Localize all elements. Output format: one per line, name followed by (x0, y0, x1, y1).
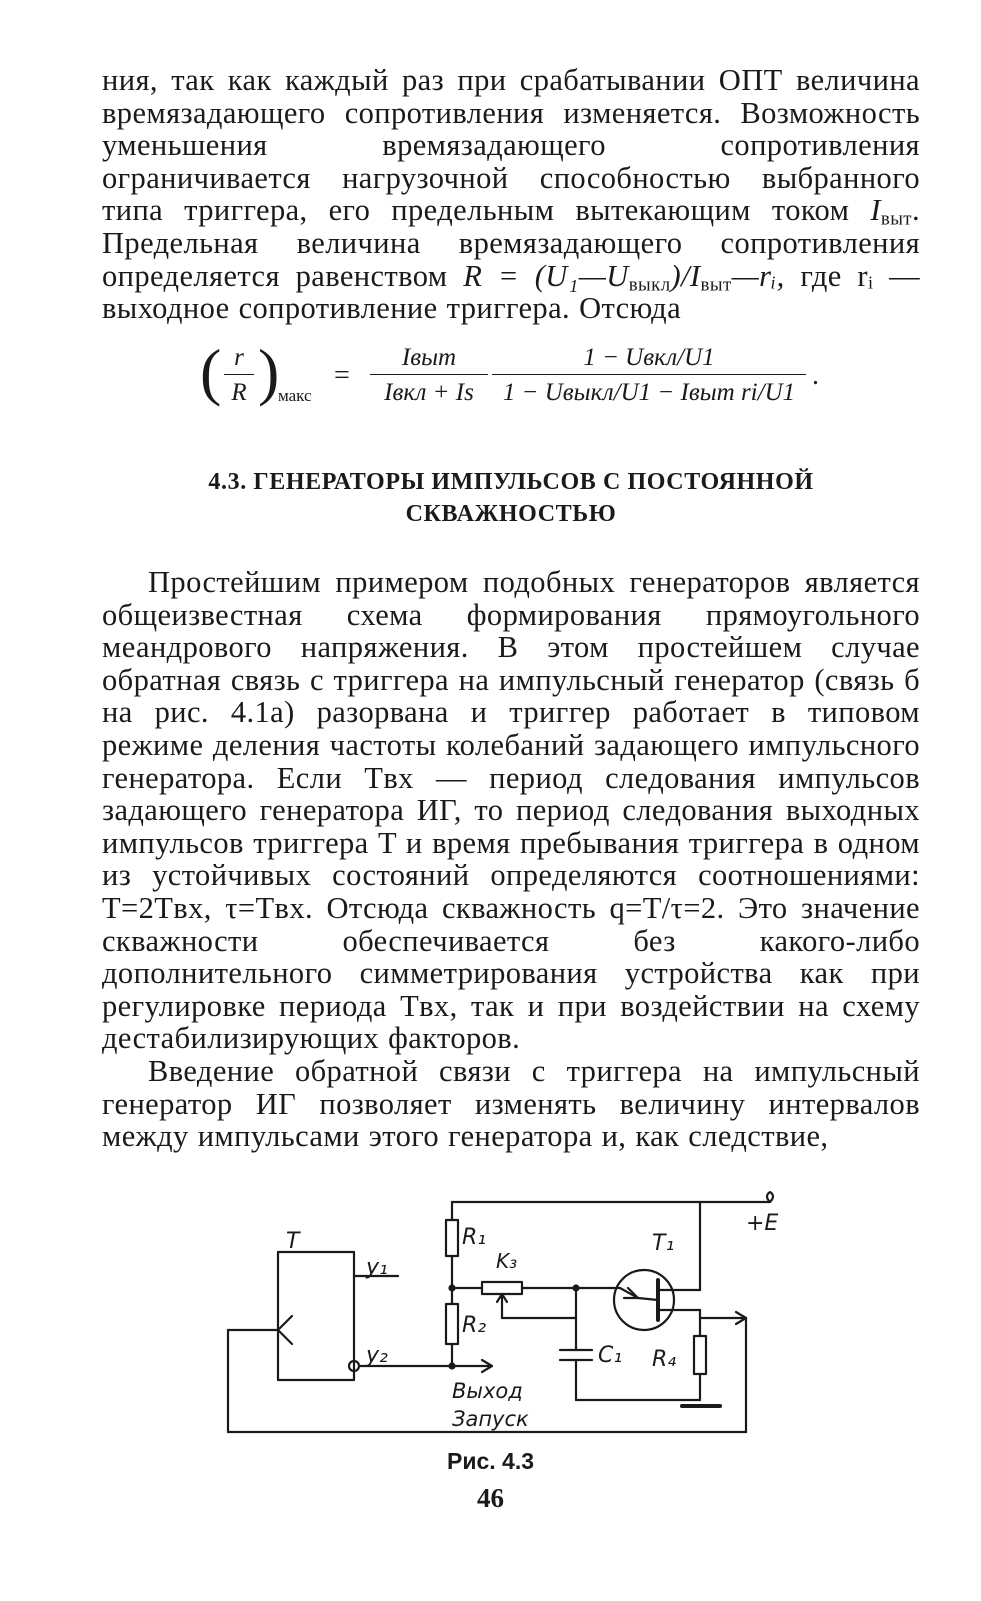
figure-caption: Рис. 4.3 (446, 1448, 535, 1474)
label-trigger: T (286, 1229, 300, 1254)
r1-resistor (446, 1220, 458, 1256)
intro-paragraph (102, 64, 920, 325)
fraction-1-numerator: Iвыт (370, 344, 488, 375)
circuit-diagram (220, 1188, 780, 1450)
formula-period: . (812, 360, 819, 391)
intro-symbol-i: I (870, 193, 881, 228)
paragraph-1: Простейшим примером подобных генераторов является общеизвестная схема формирования прямоугольного меандрового напряжения. В этом простейшем случае обратная связь с триггера на импульсный генератор (связь б на рис. 4.1а) разорвана и триггер работает в типовом режиме деления частоты колебаний задающего импульсного генератора. Если Tвх — период следования импульсов задающего генератора ИГ, то период следования выходных импульсов триггера T и время пребывания триггера в одном из устойчивых состояний определяются соотношениями: T=2Tвх, τ=Tвх. Отсюда скважность q=T/τ=2. Это значение скважности обеспечивается без какого-либо дополнительного симметрирования устройства как при регулировке периода Tвх, так и при воздействии на схему дестабилизирующих факторов. (102, 565, 920, 1056)
equation-sub-2: выт (700, 274, 732, 296)
equation-part-2: )/I (670, 258, 701, 293)
fraction-2-denominator: 1 − Uвыкл/U1 − Iвыт ri/U1 (502, 379, 796, 406)
label-output: Выход (452, 1379, 523, 1403)
intro-text-2: . Предельная величина времязадающего сопротивления определяется равенством (102, 193, 920, 293)
section-heading-line-2: СКВАЖНОСТЬЮ (405, 501, 617, 527)
lhs-denominator: R (231, 379, 247, 406)
r2-resistor (446, 1304, 458, 1344)
label-start: Запуск (452, 1407, 529, 1431)
circuit-figure (220, 1188, 780, 1468)
t1-channel (638, 1298, 658, 1300)
body-text (102, 566, 920, 1153)
intro-text-1: ния, так как каждый раз при срабатывании ОПТ величина времязадающего сопротивления изменяется. Возможность уменьшения времязадающего сопротивления ограничивается нагрузочной способностью выбранного типа триггера, его предельным вытекающим током (102, 63, 920, 228)
lhs-subscript: макс (278, 386, 312, 405)
k3-potentiometer (482, 1282, 522, 1294)
label-supply: +E (746, 1211, 779, 1236)
label-t1: T₁ (652, 1231, 675, 1256)
label-r1: R₁ (462, 1225, 487, 1250)
equation-part-3: —rᵢ, (731, 258, 785, 293)
paragraph-2: Введение обратной связи с триггера на импульсный генератор ИГ позволяет изменять величину интервалов между импульсами этого генератора и, как следствие, (102, 1053, 920, 1154)
equation-sub-1: выкл (628, 274, 671, 296)
display-formula: ( $\frac{r}{R}$ ) макс = Iвыт Iвкл + Is 1 − Uвкл/U1 1 − Uвыкл/U1 − Iвыт ri/U1 . (200, 336, 819, 407)
node-r2-output (450, 1364, 455, 1369)
intro-text-3: где rᵢ — выходное сопротивление триггера. Отсюда (102, 258, 920, 326)
fraction-1-denominator: Iвкл + Is (384, 379, 474, 406)
page-number: 46 (477, 1483, 504, 1513)
trigger-block (278, 1252, 354, 1380)
equation-part-1: R = (U₁—U (463, 258, 629, 293)
label-c1: C₁ (598, 1343, 623, 1368)
transistor-t1-body (614, 1270, 674, 1330)
section-heading-line-1: 4.3. ГЕНЕРАТОРЫ ИМПУЛЬСОВ С ПОСТОЯННОЙ (208, 469, 814, 495)
r4-resistor (694, 1336, 706, 1374)
lhs-numerator: r (224, 344, 254, 375)
fraction-2-numerator: 1 − Uвкл/U1 (492, 344, 806, 375)
formula-equals: = (334, 360, 350, 391)
section-heading (102, 466, 920, 530)
label-r2: R₂ (462, 1313, 487, 1338)
trigger-input-mark (278, 1316, 292, 1344)
label-y1: y₁ (366, 1255, 388, 1280)
intro-sub-vyt: выт (880, 209, 912, 231)
label-r4: R₄ (652, 1347, 677, 1372)
label-y2: y₂ (366, 1343, 388, 1368)
label-k3: K₃ (496, 1249, 518, 1273)
supply-terminal (767, 1192, 773, 1202)
